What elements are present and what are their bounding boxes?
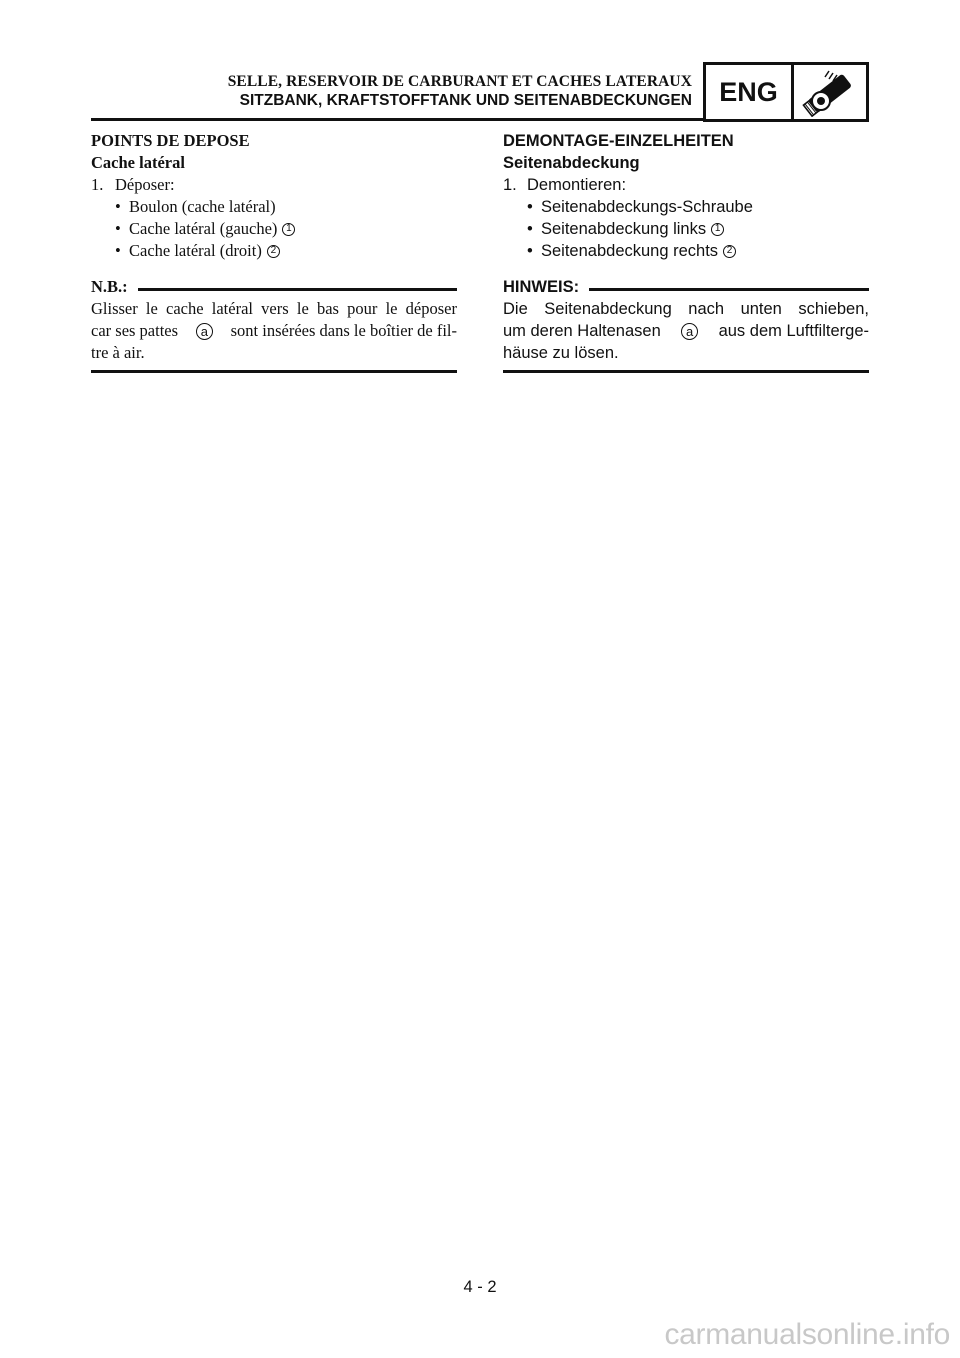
wrench-icon (794, 65, 866, 119)
ref-marker: 2 (267, 245, 280, 258)
note-text: sont insérées dans le boîtier de fil- (230, 321, 457, 340)
watermark: carmanualsonline.info (664, 1318, 950, 1351)
note-label: HINWEIS: (503, 277, 580, 296)
note-end-rule (91, 370, 457, 373)
note-line: häuse zu lösen. (503, 344, 619, 362)
header-title-de: SITZBANK, KRAFTSTOFFTANK UND SEITENABDECKUNGEN (239, 92, 692, 109)
step-label: Demontieren: (527, 176, 627, 194)
bullet-icon: • (527, 220, 533, 238)
bullet-icon: • (115, 197, 121, 216)
note-text: car ses pattes (91, 321, 179, 340)
ref-marker: 2 (723, 245, 736, 258)
section-badge (703, 62, 869, 122)
step-item-de (503, 174, 869, 196)
column-german (503, 130, 869, 373)
note-line (503, 320, 869, 342)
step-number: 1. (91, 175, 104, 194)
list-item-text: Boulon (cache latéral) (129, 197, 276, 216)
list-item (503, 218, 869, 240)
bullet-icon: • (115, 219, 121, 238)
note-header-de (503, 276, 869, 298)
step-item-fr (91, 174, 457, 196)
badge-label: ENG (706, 65, 794, 119)
note-line: Die Seitenabdeckung nach unten schieben, (503, 300, 869, 318)
bullet-icon: • (527, 242, 533, 260)
note-body-fr (91, 298, 457, 364)
list-item (503, 196, 869, 218)
note-text: aus dem Luftfilterge- (718, 322, 869, 340)
subsection-title-fr: Cache latéral (91, 153, 185, 172)
note-header-fr (91, 276, 457, 298)
note-rule (138, 288, 457, 291)
list-item-text: Seitenabdeckung rechts (541, 242, 719, 260)
note-end-rule (503, 370, 869, 373)
subsection-title-de: Seitenabdeckung (503, 154, 640, 172)
list-item (503, 240, 869, 262)
header-title-fr: SELLE, RESERVOIR DE CARBURANT ET CACHES LATERAUX (227, 73, 692, 90)
list-item-text: Cache latéral (gauche) (129, 219, 278, 238)
header-rule (91, 118, 703, 121)
note-line: Glisser le cache latéral vers le bas pour le déposer (91, 299, 457, 318)
list-item (91, 196, 457, 218)
list-item-text: Seitenabdeckungs-Schraube (541, 198, 753, 216)
list-item-text: Seitenabdeckung links (541, 220, 707, 238)
note-text: um deren Haltenasen (503, 322, 661, 340)
list-item (91, 240, 457, 262)
bullet-icon: • (115, 241, 121, 260)
bullet-icon: • (527, 198, 533, 216)
note-line: tre à air. (91, 343, 145, 362)
note-line (91, 320, 457, 342)
section-title-fr: POINTS DE DEPOSE (91, 131, 250, 150)
note-label: N.B.: (91, 277, 128, 296)
step-label: Déposer: (115, 175, 175, 194)
ref-marker: a (196, 323, 213, 340)
note-rule (589, 288, 869, 291)
note-body-de (503, 298, 869, 364)
ref-marker: a (681, 323, 698, 340)
list-item (91, 218, 457, 240)
page-number: 4 - 2 (463, 1278, 497, 1296)
section-title-de: DEMONTAGE-EINZELHEITEN (503, 132, 734, 150)
step-number: 1. (503, 176, 517, 194)
list-item-text: Cache latéral (droit) (129, 241, 262, 260)
ref-marker: 1 (711, 223, 724, 236)
column-french (91, 130, 457, 373)
ref-marker: 1 (282, 223, 295, 236)
